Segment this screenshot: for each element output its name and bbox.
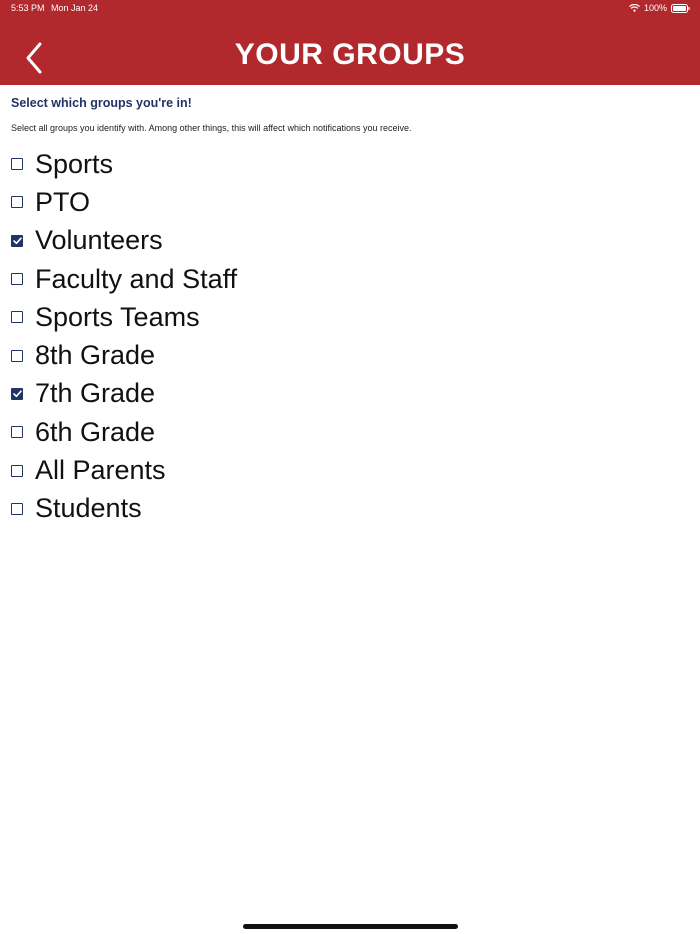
header-bar bbox=[0, 0, 700, 85]
wifi-icon bbox=[629, 4, 640, 12]
group-item-sports-teams[interactable] bbox=[11, 298, 237, 336]
group-label: Faculty and Staff bbox=[35, 263, 238, 294]
checkmark-icon bbox=[13, 237, 22, 245]
checkbox[interactable] bbox=[11, 311, 23, 323]
group-label: Volunteers bbox=[35, 225, 163, 256]
home-indicator[interactable] bbox=[243, 924, 458, 929]
group-list bbox=[11, 145, 237, 528]
checkbox[interactable] bbox=[11, 350, 23, 362]
page-title: YOUR GROUPS bbox=[234, 38, 466, 71]
checkbox[interactable] bbox=[11, 158, 23, 170]
checkbox[interactable] bbox=[11, 273, 23, 285]
group-label: Sports bbox=[35, 148, 114, 179]
battery-icon bbox=[671, 4, 690, 13]
group-item-faculty-and-staff[interactable] bbox=[11, 260, 237, 298]
battery-percent: 100% bbox=[643, 3, 667, 13]
checkbox[interactable] bbox=[11, 503, 23, 515]
checkbox[interactable] bbox=[11, 465, 23, 477]
group-label: PTO bbox=[35, 186, 91, 217]
group-label: Sports Teams bbox=[35, 301, 200, 332]
checkbox[interactable] bbox=[11, 235, 23, 247]
group-item-students[interactable] bbox=[11, 490, 237, 528]
group-item-all-parents[interactable] bbox=[11, 451, 237, 489]
group-item-6th-grade[interactable] bbox=[11, 413, 237, 451]
group-label: 6th Grade bbox=[35, 416, 156, 447]
group-label: 8th Grade bbox=[35, 340, 156, 371]
group-label: All Parents bbox=[35, 455, 166, 486]
status-indicators bbox=[629, 3, 690, 13]
group-item-7th-grade[interactable] bbox=[11, 375, 237, 413]
checkmark-icon bbox=[13, 390, 22, 398]
status-bar bbox=[0, 0, 700, 18]
status-date: Mon Jan 24 bbox=[51, 3, 99, 13]
group-label: Students bbox=[35, 493, 142, 524]
checkbox[interactable] bbox=[11, 426, 23, 438]
section-subtitle: Select all groups you identify with. Among other things, this will affect which notifications you receive. bbox=[11, 123, 412, 133]
group-label: 7th Grade bbox=[35, 378, 156, 409]
checkbox[interactable] bbox=[11, 388, 23, 400]
status-time: 5:53 PM bbox=[11, 3, 45, 13]
group-item-volunteers[interactable] bbox=[11, 222, 237, 260]
section-title: Select which groups you're in! bbox=[11, 96, 192, 110]
checkbox[interactable] bbox=[11, 196, 23, 208]
group-item-sports[interactable] bbox=[11, 145, 237, 183]
group-item-8th-grade[interactable] bbox=[11, 336, 237, 374]
group-item-pto[interactable] bbox=[11, 183, 237, 221]
